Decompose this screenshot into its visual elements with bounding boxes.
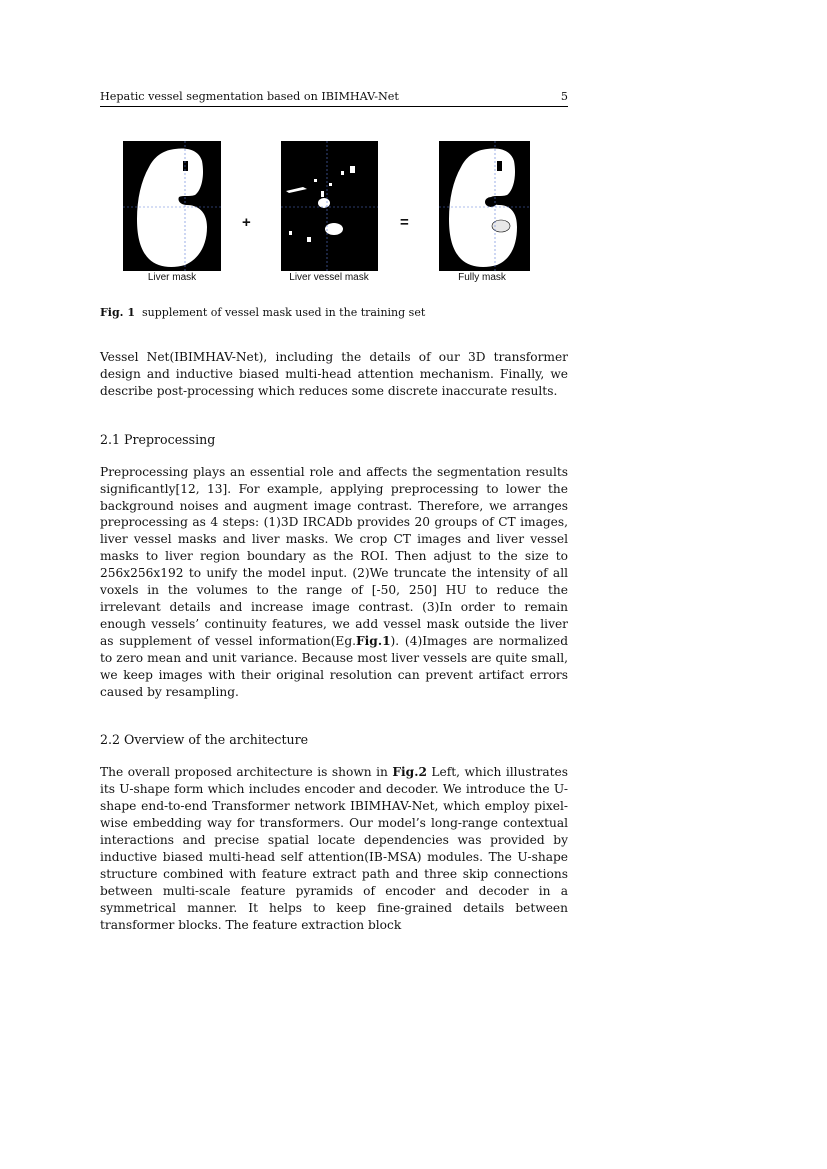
section-heading-architecture: 2.2 Overview of the architecture bbox=[100, 732, 309, 748]
section-heading-preprocessing: 2.1 Preprocessing bbox=[100, 431, 216, 447]
paragraph-intro: Vessel Net(IBIMHAV-Net), including the details of our 3D transformer design and inductive biased multi-head attention mechanism. Finally, we describe post-processing which reduces some discrete inaccurate results. bbox=[100, 350, 568, 398]
page bbox=[100, 90, 568, 933]
caption-text: supplement of vessel mask used in the training set bbox=[142, 306, 426, 319]
page-number: 5 bbox=[560, 90, 568, 103]
running-head bbox=[100, 90, 568, 107]
liver-vessel-mask-image bbox=[281, 141, 378, 271]
fully-mask-image bbox=[439, 141, 530, 271]
fig1-reference: Fig.1 bbox=[356, 633, 391, 648]
paragraph-preprocessing-part2: ). (4)Images are normalized to zero mean and unit variance. Because most liver vessels are quite small, we keep images with their original resolution can prevent artifact errors caused by resampling. bbox=[100, 633, 568, 699]
liver-mask-label: Liver mask bbox=[147, 272, 197, 283]
fully-mask-label: Fully mask bbox=[458, 272, 506, 283]
paragraph-architecture-part1: The overall proposed architecture is shown in bbox=[100, 765, 393, 780]
liver-mask-image bbox=[123, 141, 221, 271]
paragraph-preprocessing bbox=[100, 464, 568, 701]
plus-operator: + bbox=[242, 214, 251, 231]
figure-1 bbox=[100, 120, 568, 306]
figure-caption bbox=[100, 306, 568, 319]
caption-prefix: Fig. 1 bbox=[100, 306, 135, 319]
running-title: Hepatic vessel segmentation based on IBIMHAV-Net bbox=[100, 90, 399, 103]
equals-operator: = bbox=[400, 214, 409, 231]
paragraph-architecture bbox=[100, 764, 568, 933]
liver-vessel-mask-label: Liver vessel mask bbox=[289, 272, 369, 283]
paragraph-architecture-part2: Left, which illustrates its U-shape form which includes encoder and decoder. We introduce the U-shape end-to-end Transformer network IBIMHAV-Net, which employ pixel-wise embedding way for transformers. Our model’s long-range contextual interactions and precise spatial locate dependencies was provided by inductive biased multi-head self attention(IB-MSA) modules. The U-shape structure combined with feature extract path and three skip connections between multi-scale feature pyramids of encoder and decoder in a symmetrical manner. It helps to keep fine-grained details between transformer blocks. The feature extraction block bbox=[100, 765, 569, 932]
fig2-reference: Fig.2 bbox=[392, 765, 427, 780]
paragraph-preprocessing-part1: Preprocessing plays an essential role and affects the segmentation results significantly[12, 13]. For example, applying preprocessing to lower the background noises and augment image contrast. Therefore, we arranges preprocessing as 4 steps: (1)3D IRCADb provides 20 groups of CT images, liver vessel masks and liver masks. We crop CT images and liver vessel masks to liver region boundary as the ROI. Then adjust to the size to 256x256x192 to unify the model input. (2)We truncate the intensity of all voxels in the volumes to the range of [-50, 250] HU to reduce the irrelevant details and increase image contrast. (3)In order to remain enough vessels’ continuity features, we add vessel mask outside the liver as supplement of vessel information(Eg. bbox=[100, 464, 568, 648]
